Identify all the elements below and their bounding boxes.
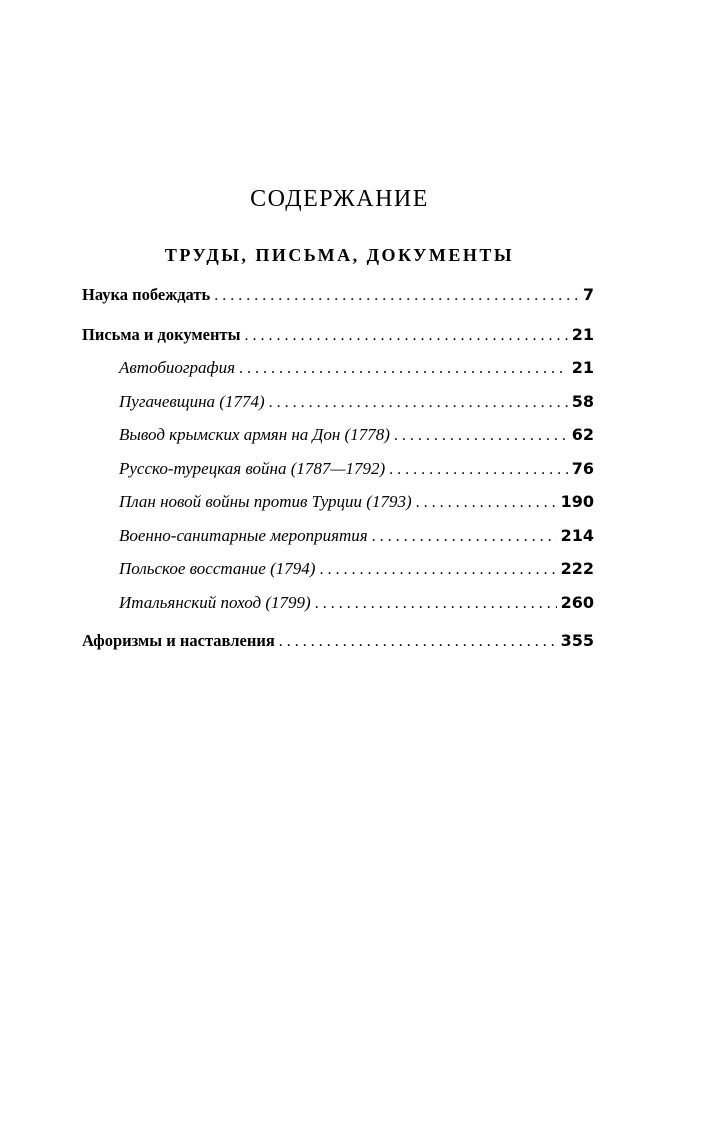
toc-entry-label: План новой войны против Турции (1793) — [119, 492, 412, 511]
toc-entry-page: 190 — [560, 492, 594, 511]
toc-entry-label: Польское восстание (1794) — [119, 559, 316, 578]
dot-leader — [315, 595, 557, 613]
toc-entry — [82, 631, 594, 665]
section-heading: ТРУДЫ, ПИСЬМА, ДОКУМЕНТЫ — [164, 245, 515, 265]
toc-entry-label: Наука побеждать — [82, 285, 211, 304]
toc-entry-page: 76 — [571, 458, 594, 478]
toc-subentry — [82, 358, 594, 392]
toc-entry-page: 21 — [571, 358, 594, 377]
toc-entry-label: Автобиография — [119, 358, 235, 377]
toc-entry-page: 21 — [571, 324, 594, 344]
toc-subentry — [82, 392, 594, 426]
dot-leader — [279, 633, 557, 651]
dot-leader — [269, 394, 568, 412]
toc-entry-label: Письма и документы — [82, 324, 241, 344]
toc-entry-label: Афоризмы и наставления — [82, 631, 275, 650]
toc-entry — [82, 325, 594, 359]
toc-entry-page: 7 — [582, 285, 594, 304]
toc-entry-page: 58 — [571, 391, 594, 411]
dot-leader — [239, 360, 568, 378]
toc-entry-page: 355 — [560, 631, 594, 650]
toc-entry-label: Итальянский поход (1799) — [119, 592, 311, 612]
toc-entry-label: Вывод крымских армян на Дон (1778) — [119, 425, 390, 444]
toc-title: СОДЕРЖАНИЕ — [250, 186, 429, 212]
toc-subentry — [82, 593, 594, 627]
toc-entry-label: Пугачевщина (1774) — [119, 391, 265, 411]
toc-subentry — [82, 526, 594, 560]
dot-leader — [416, 494, 557, 512]
toc-entry-page: 62 — [571, 425, 594, 444]
toc-entry-page: 260 — [560, 592, 594, 612]
toc-list — [82, 285, 594, 665]
toc-entry-label: Русско-турецкая война (1787—1792) — [119, 458, 386, 478]
dot-leader — [389, 461, 568, 479]
dot-leader — [214, 287, 579, 305]
dot-leader — [372, 528, 557, 546]
dot-leader — [244, 327, 567, 345]
dot-leader — [394, 427, 568, 445]
toc-entry — [82, 285, 594, 319]
dot-leader — [319, 561, 556, 579]
toc-entry-label: Военно-санитарные мероприятия — [119, 525, 368, 545]
toc-subentry — [82, 559, 594, 593]
toc-entry-page: 222 — [560, 559, 594, 578]
toc-subentry — [82, 492, 594, 526]
toc-entry-page: 214 — [560, 525, 594, 545]
toc-subentry — [82, 459, 594, 493]
toc-subentry — [82, 425, 594, 459]
